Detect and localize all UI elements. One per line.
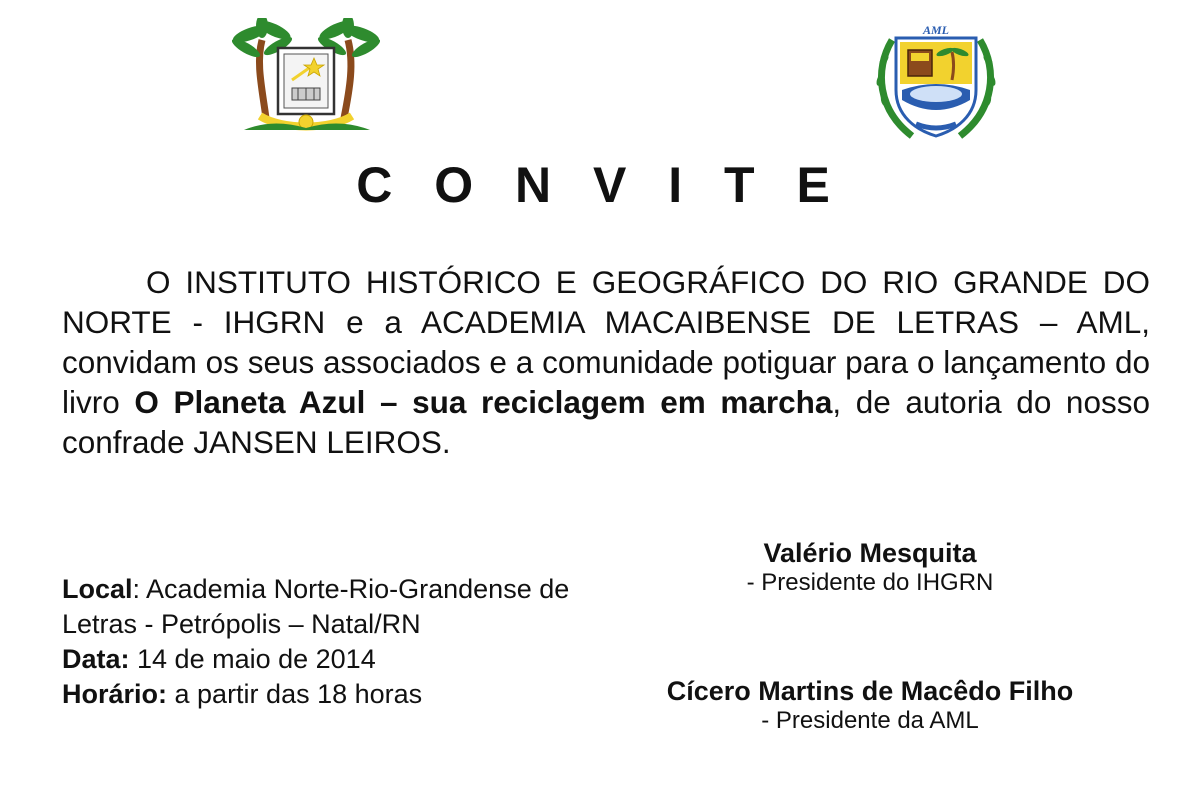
local-value: : Academia Norte-Rio-Grandense de Letras - Petrópolis – Natal/RN xyxy=(62,574,570,639)
time-value: a partir das 18 horas xyxy=(167,679,423,709)
page-title: C O N V I T E xyxy=(356,157,844,213)
signature-aml xyxy=(600,676,1140,736)
time-label: Horário: xyxy=(62,679,168,709)
ihgrn-emblem-icon xyxy=(232,18,380,136)
signature-ihgrn xyxy=(660,538,1080,598)
aml-crest-icon xyxy=(872,20,1000,144)
signature-role: - Presidente da AML xyxy=(761,707,979,734)
local-label: Local xyxy=(62,574,133,604)
signature-name: Valério Mesquita xyxy=(763,538,977,568)
aml-crest-label: AML xyxy=(922,23,950,37)
invitation-text xyxy=(62,262,1150,462)
event-details xyxy=(62,572,642,712)
date-label: Data: xyxy=(62,644,130,674)
signature-name: Cícero Martins de Macêdo Filho xyxy=(666,676,1074,706)
event-time xyxy=(62,677,642,712)
date-value: 14 de maio de 2014 xyxy=(129,644,376,674)
book-title: O Planeta Azul – sua reciclagem em marcha xyxy=(134,384,833,420)
event-local xyxy=(62,572,642,642)
invitation-text-part2: , de autoria do nosso confrade JANSEN LEIROS. xyxy=(62,384,1150,460)
invitation-text-part1: O INSTITUTO HISTÓRICO E GEOGRÁFICO DO RIO GRANDE DO NORTE - IHGRN e a ACADEMIA MACAIBENSE DE LETRAS – AML, convidam os seus associados e a comunidade potiguar para o lançamento do livro xyxy=(62,264,1150,420)
signature-role: - Presidente do IHGRN xyxy=(746,569,994,596)
event-date xyxy=(62,642,642,677)
